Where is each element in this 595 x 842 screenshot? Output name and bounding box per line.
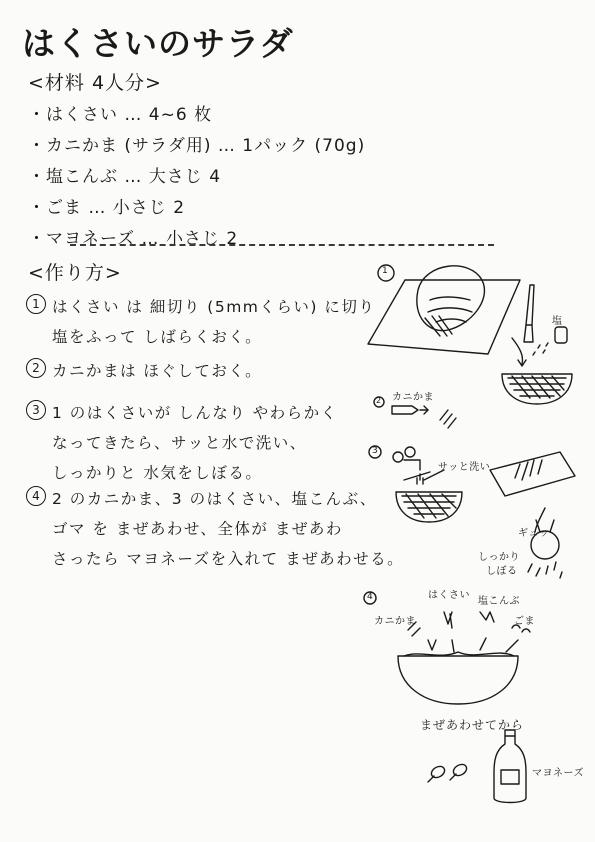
- squeeze-sound-label: ギュッ: [518, 528, 550, 539]
- ingredient-item: ・ごま … 小さじ 2: [28, 198, 186, 218]
- goma-label: ごま: [514, 616, 535, 627]
- cabbage-veins: [428, 297, 472, 322]
- mayonnaise-label: マヨネーズ: [532, 768, 584, 779]
- knife-icon: [526, 285, 534, 325]
- arrow-goma: [506, 640, 518, 652]
- cutting-board-2: [490, 452, 575, 496]
- hakusai-label: はくさい: [428, 590, 470, 601]
- ingredient-item: ・塩こんぶ … 大さじ 4: [28, 167, 222, 187]
- shredded-kanikama: [440, 410, 456, 428]
- step-number: 4: [26, 486, 46, 506]
- after-mix-label: まぜあわせてから: [420, 718, 525, 732]
- step-text: 2 のカニかま、3 のはくさい、塩こんぶ、: [52, 490, 377, 508]
- step1-illustration: [368, 265, 572, 404]
- shiokonbu-pieces: [480, 612, 494, 622]
- cutting-board: [368, 280, 520, 354]
- arrow-hakusai: [452, 640, 454, 652]
- ingredient-item: ・マヨネーズ … 小さじ 2: [28, 229, 239, 249]
- mixing-bowl: [398, 656, 518, 704]
- faucet-handle-left: [393, 452, 403, 462]
- salt-shaker-icon: [555, 327, 567, 343]
- step-text: カニかまは ほぐしておく。: [52, 362, 263, 380]
- firmly-label: しっかり: [478, 552, 520, 563]
- bottle-label: [501, 770, 519, 784]
- step3-marker-label: 3: [372, 446, 379, 456]
- ingredient-item: ・はくさい … 4~6 枚: [28, 105, 213, 125]
- mayo-illustration: [428, 730, 526, 803]
- step-number: 1: [26, 294, 46, 314]
- kanikama-label: カニかま: [392, 392, 434, 403]
- wash-label: サッと洗い: [438, 462, 491, 473]
- ingredients-heading: <材料 4人分>: [28, 72, 162, 94]
- faucet-icon: [404, 460, 420, 470]
- step-text: 塩をふって しばらくおく。: [52, 328, 263, 346]
- recipe-title: はくさいのサラダ: [22, 24, 294, 63]
- shiokonbu-label: 塩こんぶ: [478, 596, 520, 607]
- faucet-handle-right: [405, 447, 415, 457]
- step4-marker-label: 4: [367, 592, 374, 602]
- ingredient-item: ・カニかま (サラダ用) … 1パック (70g): [28, 136, 366, 156]
- knife-handle: [524, 325, 533, 342]
- step-text: はくさい は 細切り (5mmくらい) に切り: [52, 298, 376, 316]
- salt-label: 塩: [552, 316, 563, 327]
- arrow-kanikama: [428, 640, 436, 650]
- kanikama-stick: [392, 406, 418, 414]
- method-heading: <作り方>: [28, 262, 122, 284]
- step-text: なってきたら、サッと水で洗い、: [52, 434, 307, 452]
- step-number: 3: [26, 400, 46, 420]
- step-text: ゴマ を まぜあわせ、全体が まぜあわ: [52, 520, 343, 538]
- step-text: 1 のはくさいが しんなり やわらかく: [52, 404, 338, 422]
- step4-illustration: [364, 592, 530, 704]
- step2-marker-label: 2: [376, 396, 382, 405]
- kanikama-label-2: カニかま: [374, 616, 416, 627]
- step-number: 2: [26, 358, 46, 378]
- strainer-mesh-diag: [512, 376, 564, 398]
- mayonnaise-bottle-icon: [494, 736, 526, 803]
- step-text: しっかりと 水気をしぼる。: [52, 464, 263, 482]
- water-drops-squeeze: [528, 562, 562, 578]
- step-text: さったら マヨネーズを入れて まぜあわせる。: [52, 550, 405, 568]
- step1-marker-label: 1: [382, 266, 389, 276]
- hakusai-pieces: [444, 612, 452, 628]
- arrow-shiokonbu: [480, 638, 486, 650]
- salt-sprinkles: [533, 343, 548, 355]
- wring-label: しぼる: [486, 566, 518, 577]
- transfer-arrow: [512, 338, 523, 364]
